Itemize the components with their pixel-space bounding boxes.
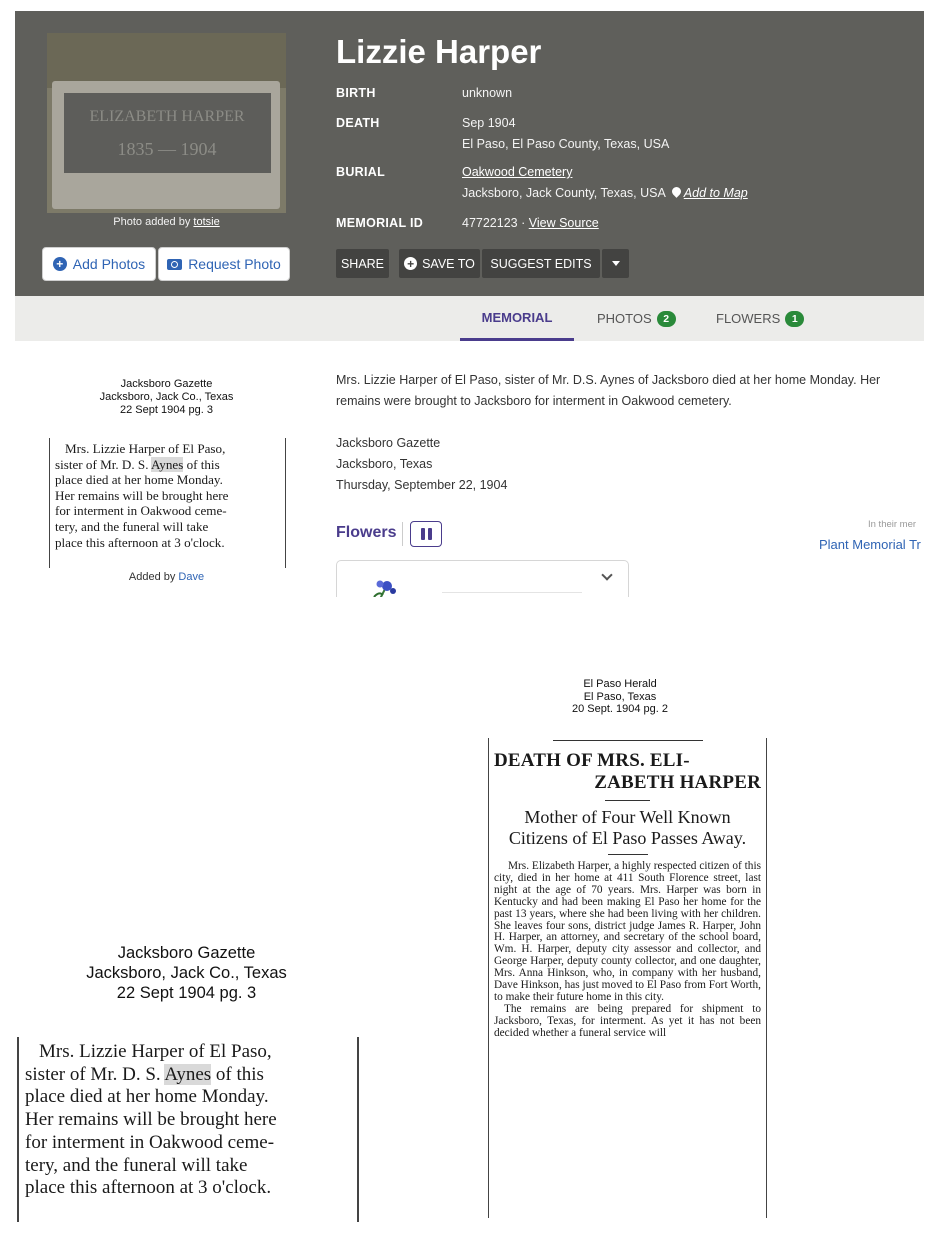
herald-date-page: 20 Sept. 1904 pg. 2 xyxy=(571,703,669,715)
flower-card[interactable] xyxy=(336,560,629,597)
share-button[interactable] xyxy=(336,249,389,278)
chevron-down-icon[interactable] xyxy=(601,569,612,580)
herald-paragraph: The remains are being prepared for shipment to Jacksboro, Texas, for interment. As yet it has not been decided whether a funeral service will xyxy=(494,1002,761,1039)
tab-memorial[interactable] xyxy=(460,296,574,341)
clipping-line: place this afternoon at 3 o'clock. xyxy=(55,534,225,550)
gazette-paper: Jacksboro Gazette xyxy=(117,944,256,962)
tab-memorial-label: MEMORIAL xyxy=(481,309,553,325)
gazette-location: Jacksboro, Jack Co., Texas xyxy=(86,964,287,982)
share-label: SHARE xyxy=(340,256,385,271)
add-to-map-link[interactable]: Add to Map xyxy=(683,186,748,200)
herald-rule xyxy=(608,854,648,855)
photos-count-badge: 2 xyxy=(657,311,676,327)
clipping-credit-prefix: Added by xyxy=(128,571,176,583)
photo-credit xyxy=(47,216,286,228)
gazette-line: place died at her home Monday. xyxy=(25,1086,269,1108)
plus-circle-icon: + xyxy=(53,257,67,271)
clipping-date-page: 22 Sept 1904 pg. 3 xyxy=(120,404,213,416)
herald-top-rule xyxy=(553,740,703,741)
herald-location: El Paso, Texas xyxy=(583,690,657,703)
clipping-location: Jacksboro, Jack Co., Texas xyxy=(99,391,234,403)
tab-flowers-label: FLOWERS xyxy=(716,311,781,326)
in-their-memory-text: In their mer xyxy=(868,519,917,530)
death-value xyxy=(462,113,669,155)
photo-credit-user-link[interactable]: totsie xyxy=(193,216,220,228)
memorial-id-value xyxy=(462,213,599,234)
herald-rule xyxy=(605,800,650,801)
memorial-name: Lizzie Harper xyxy=(336,33,542,70)
map-pin-icon xyxy=(670,185,683,198)
death-date: Sep 1904 xyxy=(462,116,516,130)
pause-icon-bar xyxy=(428,528,432,540)
memorial-bio: Mrs. Lizzie Harper of El Paso, sister of Mr. D.S. Aynes of Jacksboro died at her home Monday. Her remains were brought to Jacksboro for interment in Oakwood cemetery. xyxy=(336,373,881,408)
suggest-edits-label: SUGGEST EDITS xyxy=(490,256,592,271)
bio-source xyxy=(336,433,507,496)
memorial-id-label: MEMORIAL ID xyxy=(336,216,424,230)
headstone-name-text: ELIZABETH HARPER xyxy=(89,108,245,125)
photo-credit-prefix: Photo added by xyxy=(113,216,191,228)
flower-card-line xyxy=(442,592,582,593)
birth-value: unknown xyxy=(462,86,513,100)
save-to-label: SAVE TO xyxy=(422,256,475,271)
highlighted-word: Aynes xyxy=(164,1063,212,1085)
gazette-line: tery, and the funeral will take xyxy=(25,1154,248,1176)
clipping-paper: Jacksboro Gazette xyxy=(120,378,213,390)
source-paper: Jacksboro Gazette xyxy=(336,436,441,450)
request-photo-label: Request Photo xyxy=(188,256,281,272)
clipping-source-header xyxy=(47,378,286,417)
headstone-dates-text: 1835 — 1904 xyxy=(117,139,217,159)
clipping-line: tery, and the funeral will take xyxy=(55,518,209,534)
obituary-clipping-thumbnail[interactable] xyxy=(47,353,286,578)
highlighted-word: Aynes xyxy=(151,456,184,472)
herald-subheadline: Mother of Four Well Known Citizens of El Paso Passes Away. xyxy=(508,807,747,848)
cemetery-link[interactable]: Oakwood Cemetery xyxy=(462,165,573,179)
gazette-clipping-text xyxy=(17,1037,359,1222)
gazette-line: for interment in Oakwood ceme- xyxy=(25,1131,275,1153)
gazette-clipping-header xyxy=(70,943,303,1003)
caret-down-icon xyxy=(612,261,620,266)
gazette-line: Her remains will be brought here xyxy=(25,1109,277,1131)
clipping-line: Her remains will be brought here xyxy=(55,487,229,503)
clipping-line: Mrs. Lizzie Harper of El Paso, xyxy=(65,441,226,456)
request-photo-button[interactable] xyxy=(158,247,290,281)
herald-clipping xyxy=(488,738,767,1218)
source-date: Thursday, September 22, 1904 xyxy=(336,478,508,492)
flowers-count-badge: 1 xyxy=(785,311,804,327)
plant-memorial-tree-link[interactable]: Plant Memorial Tr xyxy=(819,537,921,552)
headstone-photo[interactable] xyxy=(47,33,286,213)
plus-circle-icon: + xyxy=(404,257,417,270)
burial-value xyxy=(462,162,748,204)
tab-photos-label: PHOTOS xyxy=(597,311,652,326)
herald-body xyxy=(494,861,761,1040)
herald-headline-line2: ZABETH HARPER xyxy=(594,772,761,793)
view-source-link[interactable]: View Source xyxy=(528,216,599,230)
flowers-heading: Flowers xyxy=(336,524,397,541)
herald-headline xyxy=(494,750,761,794)
birth-label: BIRTH xyxy=(336,86,376,100)
add-photos-button[interactable] xyxy=(42,247,156,281)
gazette-line: Mrs. Lizzie Harper of El Paso, xyxy=(39,1041,272,1062)
gazette-line: place this afternoon at 3 o'clock. xyxy=(25,1177,272,1199)
herald-headline-line1: DEATH OF MRS. ELI- xyxy=(494,750,690,771)
add-photos-label: Add Photos xyxy=(72,256,146,272)
herald-paper: El Paso Herald xyxy=(583,678,657,690)
flowers-divider xyxy=(402,522,403,546)
source-location: Jacksboro, Texas xyxy=(336,457,433,471)
pause-icon-bar xyxy=(421,528,425,540)
camera-icon xyxy=(167,259,182,270)
memorial-id: 47722123 · xyxy=(462,216,526,230)
save-to-button[interactable] xyxy=(399,249,480,278)
clipping-text xyxy=(49,438,286,568)
memorial-header xyxy=(15,11,924,296)
herald-clipping-header xyxy=(530,678,710,716)
herald-paragraph: Mrs. Elizabeth Harper, a highly respected citizen of this city, died in her home at 411 South Florence street, last night at the age of 70 years. Mrs. Harper was born in Kentucky and had been making El Paso her home for the past 13 years, where she had been living with her children. She leaves four sons, district judge James R. Harper, John H. Harper, an attorney, and secretary of the school board, Wm. H. Harper, deputy city assessor and collector, and George Harper, deputy county collector, and one daughter, Mrs. Anna Hinkson, who, in company with her husband, Dave Hinkson, has just moved to El Paso from Fort Worth, to make their future home in this city. xyxy=(494,860,761,1003)
suggest-edits-button[interactable] xyxy=(482,249,600,278)
clipping-line: place died at her home Monday. xyxy=(55,472,223,488)
memorial-tabs xyxy=(15,296,924,341)
burial-place: Jacksboro, Jack County, Texas, USA xyxy=(462,186,666,200)
tab-flowers[interactable] xyxy=(716,296,804,341)
clipping-credit xyxy=(15,571,318,583)
clipping-credit-user-link[interactable]: Dave xyxy=(178,571,205,583)
gazette-line: sister of Mr. D. S. Aynes of this xyxy=(25,1063,264,1085)
death-label: DEATH xyxy=(336,116,380,130)
gazette-date-page: 22 Sept 1904 pg. 3 xyxy=(116,984,257,1002)
more-actions-dropdown[interactable] xyxy=(602,249,629,278)
memorial-page xyxy=(15,11,924,597)
tab-photos[interactable] xyxy=(597,296,676,341)
clipping-line: for interment in Oakwood ceme- xyxy=(55,503,227,519)
flower-bouquet-icon xyxy=(369,577,403,597)
clipping-line: sister of Mr. D. S. Aynes of this xyxy=(55,456,220,472)
death-place: El Paso, El Paso County, Texas, USA xyxy=(462,137,670,151)
burial-label: BURIAL xyxy=(336,165,386,179)
pause-slideshow-button[interactable] xyxy=(410,521,442,547)
